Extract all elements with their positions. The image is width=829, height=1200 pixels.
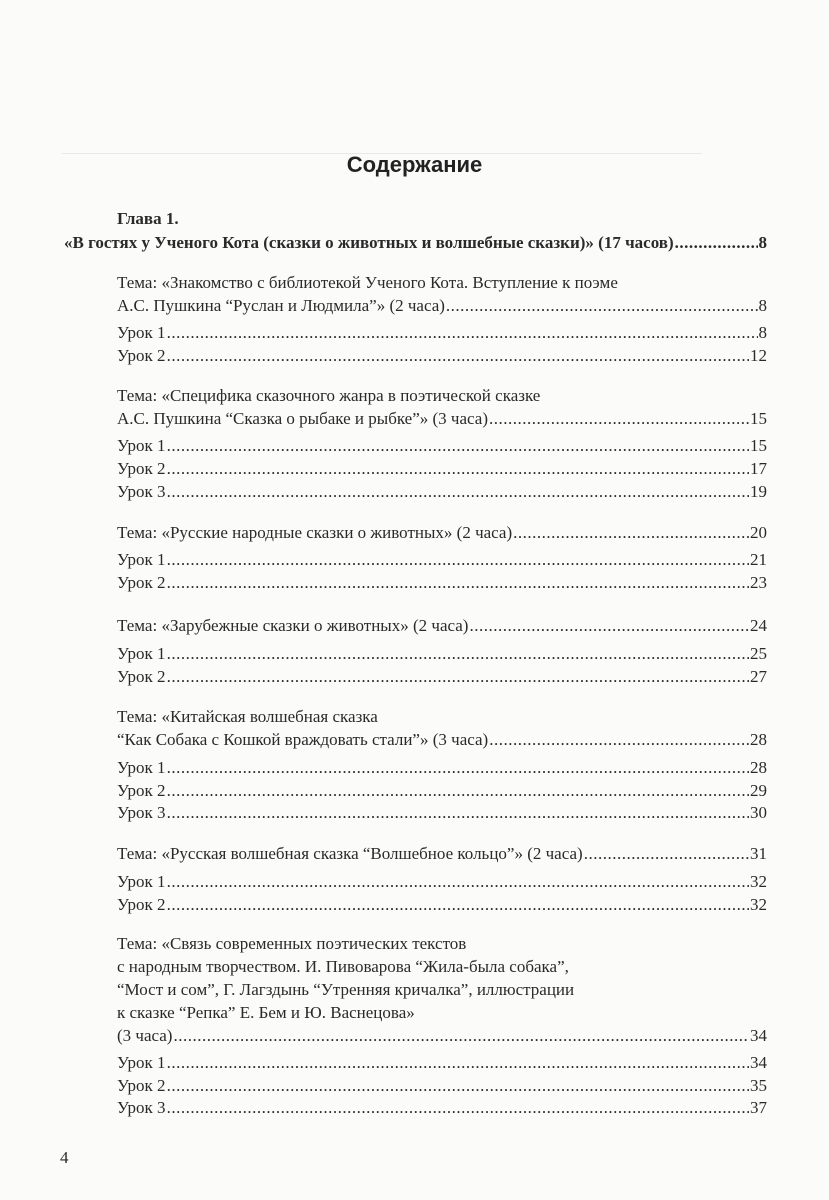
page-number: 4 — [60, 1148, 69, 1167]
dot-leader — [167, 435, 749, 457]
lesson-entry-text: Урок 3 — [117, 482, 166, 501]
topic-line — [117, 522, 767, 544]
topic-line — [117, 385, 540, 407]
lesson-entry — [117, 458, 767, 480]
lesson-entry-text: Урок 2 — [117, 459, 166, 478]
dot-leader — [167, 802, 749, 824]
lesson-entry — [117, 666, 767, 688]
dot-leader — [167, 1097, 749, 1119]
page-title: Содержание — [346, 152, 483, 177]
chapter-title-text: «В гостях у Ученого Кота (сказки о животных и волшебные сказки)» (17 часов) — [64, 233, 674, 252]
lesson-entry-page: 8 — [758, 323, 767, 342]
topic-line — [117, 295, 767, 317]
topic-line-text: (3 часа) — [117, 1026, 173, 1045]
topic-line-text: А.С. Пушкина “Сказка о рыбаке и рыбке”» (3 часа) — [117, 409, 488, 428]
lesson-entry-page: 17 — [750, 459, 767, 478]
lesson-entry-text: Урок 2 — [117, 781, 166, 800]
topic-line-text: Тема: «Связь современных поэтических текстов — [117, 934, 467, 953]
dot-leader — [167, 1052, 749, 1074]
lesson-entry-page: 32 — [750, 872, 767, 891]
topic-line — [117, 1002, 415, 1024]
topic-line-page: 24 — [750, 616, 767, 635]
lesson-entry-text: Урок 1 — [117, 323, 166, 342]
dot-leader — [167, 572, 749, 594]
lesson-entry-page: 21 — [750, 550, 767, 569]
dot-leader — [167, 871, 749, 893]
topic-line — [117, 933, 466, 955]
topic-line — [117, 729, 767, 751]
dot-leader — [167, 643, 749, 665]
topic-line-page: 8 — [758, 296, 767, 315]
topic-line-text: Тема: «Русская волшебная сказка “Волшебное кольцо”» (2 часа) — [117, 844, 583, 863]
lesson-entry — [117, 572, 767, 594]
lesson-entry-page: 27 — [750, 667, 767, 686]
topic-line-page: 34 — [750, 1026, 767, 1045]
lesson-entry-text: Урок 1 — [117, 1053, 166, 1072]
chapter-label-text: Глава 1. — [117, 209, 179, 228]
topic-line-page: 31 — [750, 844, 767, 863]
lesson-entry-text: Урок 1 — [117, 644, 166, 663]
lesson-entry-text: Урок 1 — [117, 550, 166, 569]
dot-leader — [584, 843, 749, 865]
dot-leader — [167, 458, 749, 480]
topic-line-text: Тема: «Зарубежные сказки о животных» (2 часа) — [117, 616, 469, 635]
lesson-entry-page: 29 — [750, 781, 767, 800]
lesson-entry-text: Урок 2 — [117, 573, 166, 592]
topic-line — [117, 956, 569, 978]
lesson-entry-page: 23 — [750, 573, 767, 592]
lesson-entry-text: Урок 2 — [117, 346, 166, 365]
lesson-entry-text: Урок 2 — [117, 1076, 166, 1095]
topic-line-text: А.С. Пушкина “Руслан и Людмила”» (2 часа) — [117, 296, 445, 315]
dot-leader — [513, 522, 749, 544]
topic-line — [117, 706, 378, 728]
topic-line-text: “Мост и сом”, Г. Лагздынь “Утренняя кричалка”, иллюстрации — [117, 980, 575, 999]
lesson-entry-text: Урок 3 — [117, 803, 166, 822]
dot-leader — [167, 757, 749, 779]
topic-line-text: к сказке “Репка” Е. Бем и Ю. Васнецова» — [117, 1003, 415, 1022]
topic-line-text: Тема: «Знакомство с библиотекой Ученого Кота. Вступление к поэме — [117, 273, 618, 292]
lesson-entry-page: 12 — [750, 346, 767, 365]
lesson-entry-page: 28 — [750, 758, 767, 777]
topic-line-page: 28 — [750, 730, 767, 749]
lesson-entry — [117, 757, 767, 779]
dot-leader — [167, 549, 749, 571]
lesson-entry — [117, 802, 767, 824]
dot-leader — [167, 481, 749, 503]
dot-leader — [489, 408, 749, 430]
lesson-entry — [117, 871, 767, 893]
dot-leader — [446, 295, 758, 317]
lesson-entry-text: Урок 1 — [117, 872, 166, 891]
topic-line-text: Тема: «Китайская волшебная сказка — [117, 707, 378, 726]
lesson-entry-page: 35 — [750, 1076, 767, 1095]
lesson-entry-text: Урок 1 — [117, 758, 166, 777]
lesson-entry-text: Урок 1 — [117, 436, 166, 455]
lesson-entry-page: 15 — [750, 436, 767, 455]
lesson-entry-text: Урок 3 — [117, 1098, 166, 1117]
topic-line — [117, 1025, 767, 1047]
topic-line — [117, 615, 767, 637]
topic-line-text: “Как Собака с Кошкой враждовать стали”» (3 часа) — [117, 730, 489, 749]
dot-leader — [167, 780, 749, 802]
topic-line — [117, 979, 574, 1001]
chapter-title-page: 8 — [758, 233, 767, 252]
lesson-entry — [117, 345, 767, 367]
lesson-entry-text: Урок 2 — [117, 667, 166, 686]
lesson-entry — [117, 1052, 767, 1074]
lesson-entry — [117, 780, 767, 802]
lesson-entry — [117, 894, 767, 916]
dot-leader — [173, 1025, 749, 1047]
lesson-entry — [117, 1097, 767, 1119]
dot-leader — [167, 666, 749, 688]
dot-leader — [489, 729, 749, 751]
lesson-entry-page: 19 — [750, 482, 767, 501]
dot-leader — [675, 232, 758, 254]
topic-line-text: Тема: «Русские народные сказки о животных» (2 часа) — [117, 523, 513, 542]
dot-leader — [167, 1075, 749, 1097]
topic-line-text: с народным творчеством. И. Пивоварова “Жила-была собака”, — [117, 957, 569, 976]
chapter-label — [117, 208, 179, 230]
lesson-entry-page: 37 — [750, 1098, 767, 1117]
topic-line-page: 20 — [750, 523, 767, 542]
topic-line-text: Тема: «Специфика сказочного жанра в поэтической сказке — [117, 386, 541, 405]
lesson-entry-page: 32 — [750, 895, 767, 914]
topic-line — [117, 843, 767, 865]
lesson-entry — [117, 435, 767, 457]
lesson-entry-page: 34 — [750, 1053, 767, 1072]
dot-leader — [167, 322, 758, 344]
topic-line-page: 15 — [750, 409, 767, 428]
chapter-title — [64, 232, 767, 254]
dot-leader — [469, 615, 749, 637]
lesson-entry — [117, 549, 767, 571]
lesson-entry — [117, 481, 767, 503]
dot-leader — [167, 345, 749, 367]
lesson-entry — [117, 322, 767, 344]
lesson-entry — [117, 643, 767, 665]
lesson-entry-text: Урок 2 — [117, 895, 166, 914]
topic-line — [117, 408, 767, 430]
dot-leader — [167, 894, 749, 916]
lesson-entry-page: 30 — [750, 803, 767, 822]
lesson-entry — [117, 1075, 767, 1097]
topic-line — [117, 272, 618, 294]
lesson-entry-page: 25 — [750, 644, 767, 663]
